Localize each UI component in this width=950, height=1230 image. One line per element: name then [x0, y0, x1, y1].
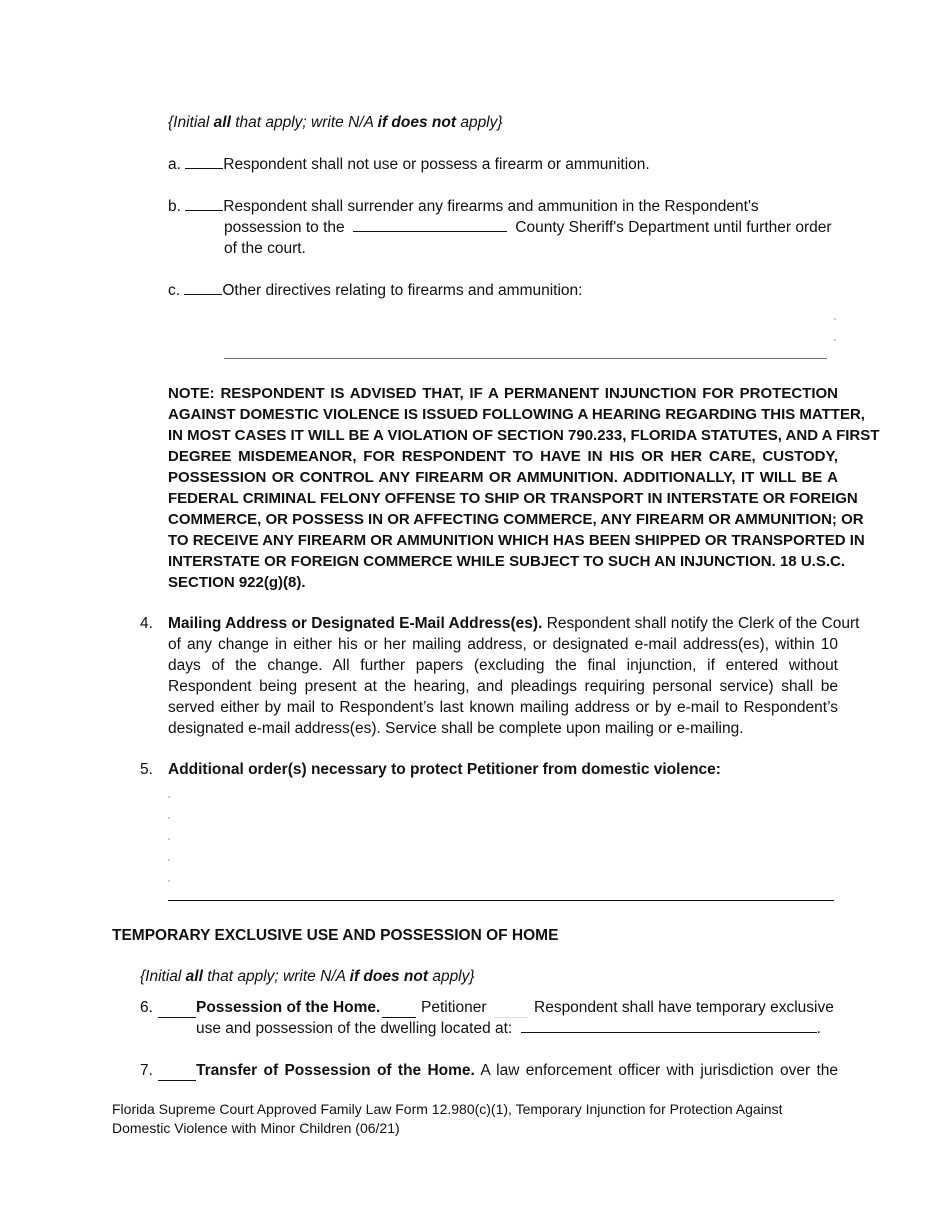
section-heading: TEMPORARY EXCLUSIVE USE AND POSSESSION OF HOME — [112, 927, 559, 944]
initial-blank-a[interactable] — [185, 154, 223, 169]
initial-blank-7[interactable] — [158, 1066, 196, 1081]
initial-blank-6[interactable] — [158, 1003, 196, 1018]
faint-mark — [168, 880, 170, 882]
dwelling-address-blank[interactable] — [521, 1018, 817, 1033]
respondent-checkbox-blank[interactable] — [494, 1003, 528, 1018]
faint-mark — [834, 318, 836, 320]
faint-mark — [168, 817, 170, 819]
item-6-heading: Possession of the Home. — [196, 999, 381, 1016]
firearm-item-c: c. Other directives relating to firearms and ammunition: — [168, 282, 583, 299]
petitioner-checkbox-blank[interactable] — [382, 1003, 416, 1018]
item-6-number: 6. — [140, 999, 153, 1016]
initial-blank-b[interactable] — [185, 196, 223, 211]
instructions-line: {Initial all that apply; write N/A if does not apply} — [168, 114, 503, 131]
firearm-item-a: a. Respondent shall not use or possess a firearm or ammunition. — [168, 156, 650, 173]
item-5-heading: Additional order(s) necessary to protect Petitioner from domestic violence: — [168, 761, 721, 778]
directives-blank-line[interactable] — [224, 358, 827, 359]
item-6-line2: use and possession of the dwelling located at: . — [196, 1020, 821, 1037]
instructions-line-2: {Initial all that apply; write N/A if does not apply} — [140, 968, 475, 985]
footer-line-2: Domestic Violence with Minor Children (06/21) — [112, 1120, 400, 1136]
additional-orders-blank-line[interactable] — [168, 900, 834, 901]
petitioner-label: Petitioner — [421, 999, 487, 1016]
item-7-number: 7. — [140, 1062, 153, 1079]
county-blank[interactable] — [353, 217, 507, 232]
initial-blank-c[interactable] — [184, 280, 222, 295]
form-footer — [112, 1100, 782, 1138]
faint-mark — [834, 339, 836, 341]
faint-mark — [168, 838, 170, 840]
item-4-mailing-address: Mailing Address or Designated E-Mail Address(es). Respondent shall notify the Clerk of the Court of any change in either his or her mailing address, or designated e-mail address(es), within 10 days of the change. All further papers (excluding the final injunction, if entered without Respondent being present at the hearing, and pleadings requiring personal service) shall be served either by mail to Respondent’s last known mailing address or by e-mail to Respondent’s designated e-mail address(es). Service shall be complete upon mailing or e-mailing. — [168, 615, 860, 737]
item-7-text: Transfer of Possession of the Home. A law enforcement officer with jurisdiction over the — [196, 1062, 838, 1079]
item-4-number: 4. — [140, 615, 153, 632]
faint-mark — [168, 796, 170, 798]
firearm-item-b-line3: of the court. — [224, 240, 306, 257]
item-5-number: 5. — [140, 761, 153, 778]
firearm-note: NOTE: RESPONDENT IS ADVISED THAT, IF A PERMANENT INJUNCTION FOR PROTECTION AGAINST DOMESTIC VIOLENCE IS ISSUED FOLLOWING A HEARING REGARDING THIS MATTER, IN MOST CASES IT WILL BE A VIOLATION OF SECTION 790.233, FLORIDA STATUTES, AND A FIRST DEGREE MISDEMEANOR, FOR RESPONDENT TO HAVE IN HIS OR HER CARE, CUSTODY, POSSESSION OR CONTROL ANY FIREARM OR AMMUNITION. ADDITIONALLY, IT WILL BE A FEDERAL CRIMINAL FELONY OFFENSE TO SHIP OR TRANSPORT IN INTERSTATE OR FOREIGN COMMERCE, OR POSSESS IN OR AFFECTING COMMERCE, ANY FIREARM OR AMMUNITION; OR TO RECEIVE ANY FIREARM OR AMMUNITION WHICH HAS BEEN SHIPPED OR TRANSPORTED IN INTERSTATE OR FOREIGN COMMERCE WHILE SUBJECT TO SUCH AN INJUNCTION. 18 U.S.C. SECTION 922(g)(8). — [168, 385, 880, 591]
firearm-item-b: b. Respondent shall surrender any firearms and ammunition in the Respondent's — [168, 198, 759, 215]
item-6-rest: Respondent shall have temporary exclusive — [534, 999, 834, 1016]
footer-line-1: Florida Supreme Court Approved Family Law Form 12.980(c)(1), Temporary Injunction for Protection Against — [112, 1101, 783, 1117]
faint-mark — [168, 859, 170, 861]
firearm-item-b-line2: possession to the County Sheriff's Department until further order — [224, 219, 832, 236]
